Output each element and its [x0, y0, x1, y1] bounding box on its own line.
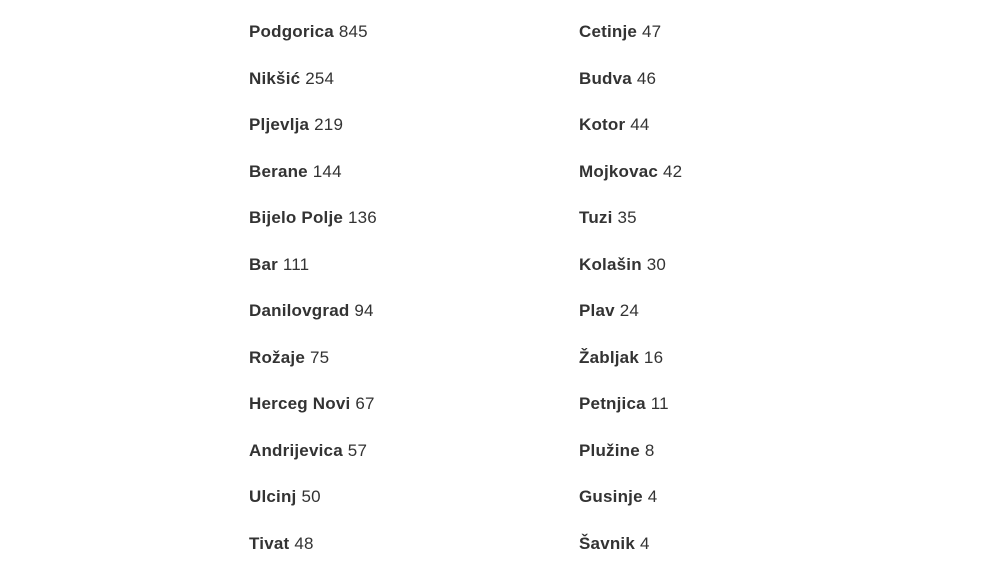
- list-item: [249, 433, 377, 480]
- municipality-name: Podgorica: [249, 22, 334, 41]
- list-item: [249, 247, 377, 294]
- municipality-name: Herceg Novi: [249, 394, 351, 413]
- municipality-count: 845: [338, 22, 368, 41]
- municipality-list-left: [249, 14, 377, 572]
- municipality-count: 144: [312, 161, 342, 181]
- municipality-count: 67: [355, 394, 375, 413]
- municipality-count: 219: [314, 115, 344, 134]
- list-item: [579, 107, 682, 154]
- municipality-name: Plav: [579, 301, 615, 320]
- list-item: [579, 479, 682, 526]
- municipality-count: 35: [617, 208, 637, 227]
- municipality-count: 111: [282, 254, 310, 274]
- municipality-name: Petnjica: [579, 394, 646, 413]
- municipality-name: Ulcinj: [249, 487, 297, 506]
- municipality-count: 254: [305, 68, 335, 88]
- municipality-name: Berane: [249, 161, 308, 181]
- list-item: [249, 200, 377, 247]
- municipality-name: Žabljak: [579, 347, 639, 367]
- list-item: [579, 14, 682, 61]
- municipality-name: Kolašin: [579, 254, 642, 274]
- municipality-count: 30: [646, 254, 667, 274]
- municipality-name: Tuzi: [579, 208, 613, 227]
- municipality-name: Bijelo Polje: [249, 208, 344, 227]
- list-item: [579, 386, 682, 433]
- municipality-count: 48: [294, 533, 314, 553]
- municipality-count: 11: [650, 394, 669, 413]
- list-item: [579, 61, 682, 108]
- municipality-count: 50: [301, 487, 321, 506]
- municipality-name: Pljevlja: [249, 115, 310, 134]
- municipality-name: Andrijevica: [249, 440, 343, 460]
- list-item: [249, 14, 377, 61]
- municipality-count: 24: [619, 301, 640, 320]
- list-item: [249, 154, 377, 201]
- municipality-count: 94: [354, 301, 374, 320]
- municipality-name: Mojkovac: [579, 161, 659, 181]
- municipality-count: 136: [347, 208, 377, 227]
- list-item: [249, 340, 377, 387]
- list-item: [579, 154, 682, 201]
- list-item: [249, 293, 377, 340]
- municipality-count: 16: [643, 347, 664, 367]
- municipality-count: 8: [644, 440, 655, 460]
- municipality-name: Tivat: [249, 533, 290, 553]
- list-item: [249, 479, 377, 526]
- municipality-name: Nikšić: [249, 68, 301, 88]
- municipality-name: Cetinje: [579, 22, 638, 41]
- municipality-count: 44: [630, 115, 650, 134]
- municipality-name: Rožaje: [249, 347, 305, 367]
- list-item: [579, 526, 682, 573]
- list-item: [579, 433, 682, 480]
- list-item: [249, 107, 377, 154]
- municipality-name: Gusinje: [579, 487, 643, 506]
- list-item: [579, 200, 682, 247]
- list-item: [249, 61, 377, 108]
- municipality-name: Kotor: [579, 115, 626, 134]
- municipality-count: 4: [647, 487, 658, 506]
- list-item: [579, 340, 682, 387]
- municipality-count: 4: [639, 533, 650, 553]
- municipality-name: Plužine: [579, 440, 640, 460]
- municipality-count: 42: [663, 161, 683, 181]
- municipality-count: 46: [636, 68, 657, 88]
- municipality-name: Budva: [579, 68, 632, 88]
- list-item: [249, 386, 377, 433]
- municipality-count: 57: [347, 440, 368, 460]
- list-item: [579, 293, 682, 340]
- municipality-name: Danilovgrad: [249, 301, 350, 320]
- municipality-name: Bar: [249, 254, 278, 274]
- list-item: [249, 526, 377, 573]
- municipality-name: Šavnik: [579, 533, 636, 553]
- municipality-list-right: [579, 14, 682, 572]
- municipality-count: 75: [309, 347, 330, 367]
- list-item: [579, 247, 682, 294]
- municipality-count: 47: [642, 22, 662, 41]
